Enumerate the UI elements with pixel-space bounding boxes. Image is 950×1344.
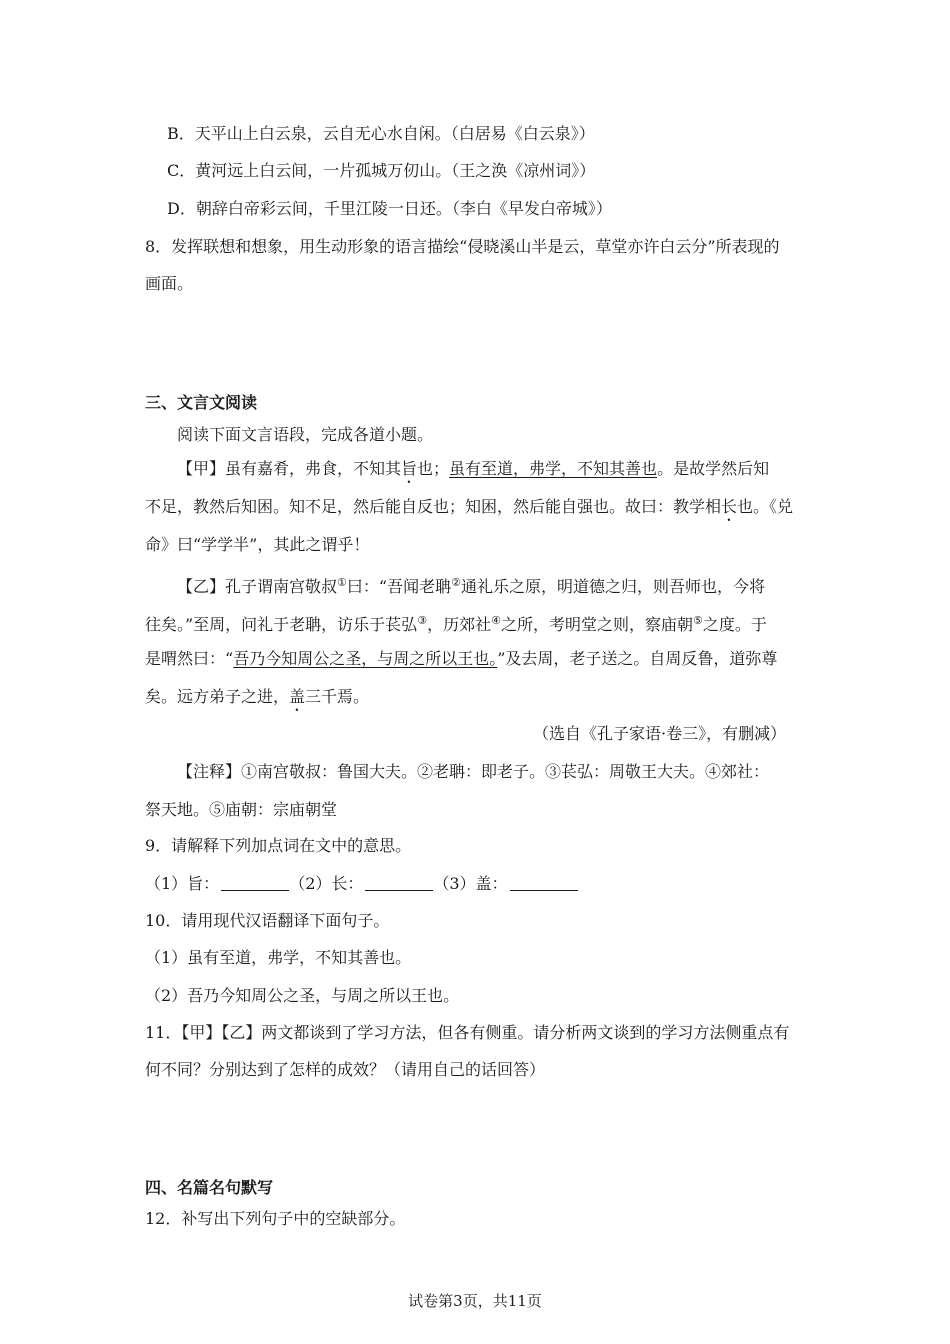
passage-jia-text: 【甲】虽有嘉肴，弗食，不知其 (177, 459, 402, 478)
question-11-line-1: 11．【甲】【乙】两文都谈到了学习方法，但各有侧重。请分析两文谈到的学习方法侧重点有 (145, 1023, 790, 1042)
dotted-word-zhi: 旨 (401, 459, 418, 478)
passage-yi-text: 之度。于 (702, 615, 767, 634)
passage-yi-text: 往矣。”至周，问礼于老聃，访乐于苌弘 (145, 615, 418, 634)
section-3-title: 三、文言文阅读 (145, 393, 258, 412)
question-9-part-3: （3）盖： (433, 874, 508, 893)
answer-blank-1[interactable] (221, 874, 289, 891)
passage-jia-text: 。是故学然后知 (657, 459, 770, 478)
passage-yi-line-1 (177, 572, 765, 598)
passage-yi-text: 矣。远方弟子之进， (145, 687, 290, 706)
dotted-word-zhang: 长 (721, 497, 738, 516)
question-12-stem: 12．补写出下列句子中的空缺部分。 (145, 1209, 406, 1228)
passage-yi-line-3 (145, 648, 777, 670)
section-3-instruction: 阅读下面文言语段，完成各道小题。 (177, 425, 434, 444)
note-marker-1: ① (337, 576, 347, 589)
passage-yi-text: 三千焉。 (305, 687, 370, 706)
question-11-line-2: 何不同？分别达到了怎样的成效？（请用自己的话回答） (145, 1060, 546, 1079)
passage-yi-text: 通礼乐之原，明道德之归，则吾师也，今将 (460, 577, 765, 596)
passage-yi-text: 曰：“吾闻老聃 (346, 577, 452, 596)
passage-yi-line-4 (145, 686, 369, 715)
question-9-parts (145, 873, 578, 895)
option-b: B．天平山上白云泉，云自无心水自闲。（白居易《白云泉》） (167, 124, 595, 143)
passage-yi-text: ，历郊社 (427, 615, 492, 634)
question-10-sentence-2: （2）吾乃今知周公之圣，与周之所以王也。 (145, 986, 460, 1005)
page-footer: 试卷第3页，共11页 (408, 1292, 542, 1310)
passage-source: （选自《孔子家语·卷三》，有删减） (533, 724, 787, 743)
passage-yi-text: 之所，考明堂之则，察庙朝 (500, 615, 693, 634)
passage-jia-text: 也。《兑 (737, 497, 794, 516)
passage-jia-line-3: 命》曰“学学半”，其此之谓乎！ (145, 535, 370, 554)
passage-yi-text: ”及去周，老子送之。自周反鲁，道弥尊 (497, 649, 778, 668)
question-8-line-1: 8．发挥联想和想象，用生动形象的语言描绘“侵晓溪山半是云，草堂亦许白云分”所表现的 (145, 237, 780, 256)
annotations-line-1: 【注释】①南宫敬叔：鲁国大夫。②老聃：即老子。③苌弘：周敬王大夫。④郊社： (177, 762, 770, 781)
question-9-stem: 9．请解释下列加点词在文中的意思。 (145, 836, 412, 855)
note-marker-4: ④ (491, 614, 501, 627)
option-d: D．朝辞白帝彩云间，千里江陵一日还。（李白《早发白帝城》） (167, 199, 612, 218)
passage-yi-text: 【乙】孔子谓南宫敬叔 (177, 577, 338, 596)
underlined-sentence-1: 虽有至道，弗学，不知其善也 (449, 459, 658, 478)
underlined-sentence-2: 吾乃今知周公之圣，与周之所以王也。 (233, 649, 498, 668)
passage-yi-line-2 (145, 610, 767, 636)
passage-jia-line-1 (177, 458, 769, 487)
question-9-part-2: （2）长： (289, 874, 364, 893)
question-10-sentence-1: （1）虽有至道，弗学，不知其善也。 (145, 948, 412, 967)
note-marker-5: ⑤ (692, 614, 703, 627)
question-10-stem: 10．请用现代汉语翻译下面句子。 (145, 911, 390, 930)
note-marker-2: ② (451, 576, 461, 589)
answer-blank-2[interactable] (365, 874, 433, 891)
passage-jia-text: 也； (417, 459, 450, 478)
annotations-line-2: 祭天地。⑤庙朝：宗庙朝堂 (145, 800, 338, 819)
question-9-part-1: （1）旨： (145, 874, 220, 893)
section-4-title: 四、名篇名句默写 (145, 1178, 274, 1197)
dotted-word-gai: 盖 (289, 687, 306, 706)
passage-jia-text: 不足，教然后知困。知不足，然后能自反也；知困，然后能自强也。故曰：教学相 (145, 497, 722, 516)
option-c: C．黄河远上白云间，一片孤城万仞山。（王之涣《凉州词》） (167, 161, 596, 180)
answer-blank-3[interactable] (510, 874, 578, 891)
note-marker-3: ③ (417, 614, 428, 627)
question-8-line-2: 画面。 (145, 274, 194, 293)
passage-yi-text: 是喟然曰：“ (145, 649, 234, 668)
passage-jia-line-2 (145, 496, 793, 525)
